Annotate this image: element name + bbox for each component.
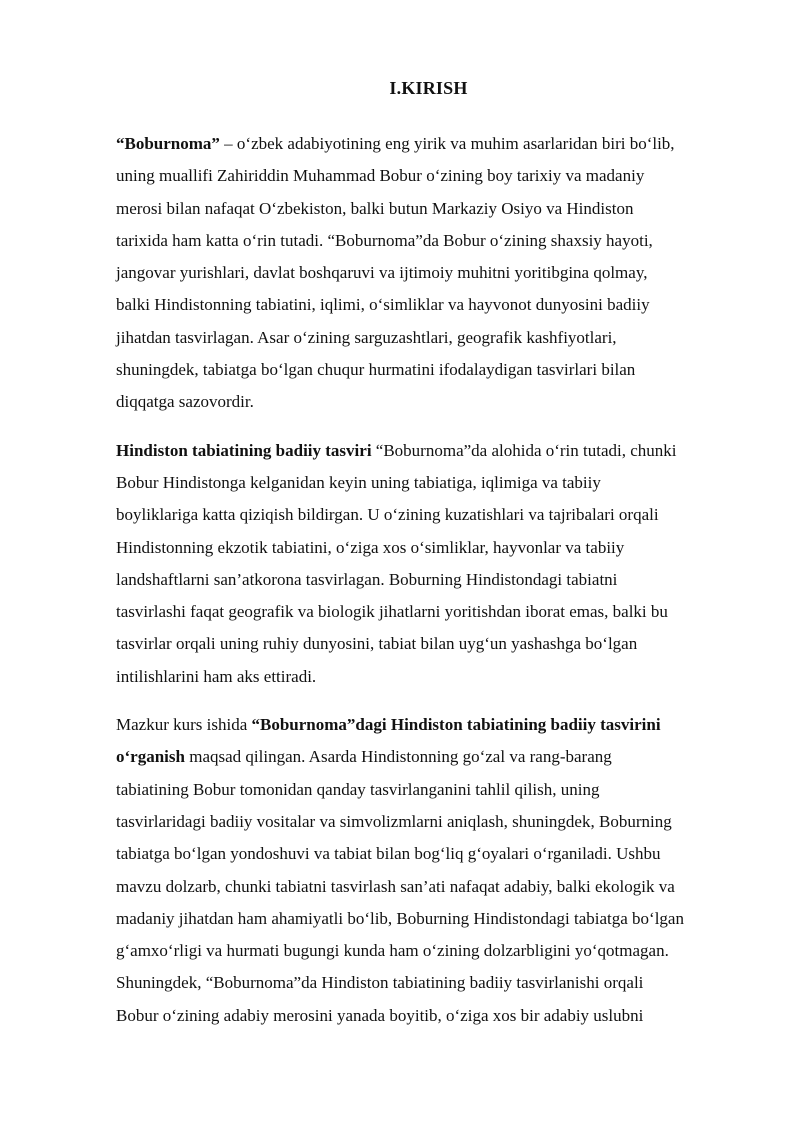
text-run: Mazkur kurs ishida [116,715,252,735]
text-run: “Boburnoma”da alohida o‘rin tutadi, chunki [371,440,677,460]
text-line [116,903,746,935]
text-line [116,871,746,903]
text-run: tasvirlar orqali uning ruhiy dunyosini, tabiat bilan uyg‘un yashashga bo‘lgan [116,634,638,654]
text-run: g‘amxo‘rligi va hurmati bugungi kunda ham o‘zining dolzarbligini yo‘qotmagan. [116,941,669,961]
text-line [116,289,746,321]
text-run: mavzu dolzarb, chunki tabiatni tasvirlash san’ati nafaqat adabiy, balki ekologik va [116,876,675,896]
text-line [116,322,746,354]
text-line [116,257,746,289]
bold-text: “Boburnoma”dagi Hindiston tabiatining badiiy tasvirini [251,715,661,735]
bold-text: Hindiston tabiatining badiiy tasviri [116,440,372,460]
text-line [116,225,746,257]
text-line [116,160,746,192]
text-run: tarixida ham katta o‘rin tutadi. “Boburnoma”da Bobur o‘zining shaxsiy hayoti, [116,230,653,250]
text-line [116,354,746,386]
text-run: tabiatining Bobur tomonidan qanday tasvirlanganini tahlil qilish, uning [116,779,600,799]
text-run: madaniy jihatdan ham ahamiyatli bo‘lib, Boburning Hindistondagi tabiatga bo‘lgan [116,908,684,928]
text-line [116,193,746,225]
text-line [116,806,746,838]
text-line [116,628,746,660]
text-run: Shuningdek, “Boburnoma”da Hindiston tabiatining badiiy tasvirlanishi orqali [116,973,644,993]
text-run: uning muallifi Zahiriddin Muhammad Bobur o‘zining boy tarixiy va madaniy [116,166,645,186]
bold-text: “Boburnoma” [116,134,220,153]
text-run: Bobur Hindistonga kelganidan keyin uning tabiatiga, iqlimiga va tabiiy [116,472,601,492]
text-line [116,596,746,628]
section-title: I.KIRISH [389,78,468,98]
paragraph [116,128,746,419]
text-line [116,499,746,531]
text-line [116,967,746,999]
bold-text: o‘rganish [116,747,185,767]
text-line [116,661,746,693]
text-run: diqqatga sazovordir. [116,392,254,412]
text-line [116,741,746,773]
text-run: shuningdek, tabiatga bo‘lgan chuqur hurmatini ifodalaydigan tasvirlari bilan [116,360,636,380]
text-line [116,935,746,967]
text-run: Bobur o‘zining adabiy merosini yanada boyitib, o‘ziga xos bir adabiy uslubni [116,1005,644,1025]
text-run: Hindistonning ekzotik tabiatini, o‘ziga xos o‘simliklar, hayvonlar va tabiiy [116,537,625,557]
text-run: balki Hindistonning tabiatini, iqlimi, o‘simliklar va hayvonot dunyosini badiiy [116,295,650,315]
document-body [116,128,746,1048]
text-run: tasvirlashi faqat geografik va biologik jihatlarni yoritishdan iborat emas, balki bu [116,602,668,622]
text-run: tabiatga bo‘lgan yondoshuvi va tabiat bilan bog‘liq g‘oyalari o‘rganiladi. Ushbu [116,844,661,864]
text-line [116,532,746,564]
text-line [116,838,746,870]
text-run: boyliklariga katta qiziqish bildirgan. U o‘zining kuzatishlari va tajribalari orqali [116,505,659,525]
text-run: jihatdan tasvirlagan. Asar o‘zining sarguzashtlari, geografik kashfiyotlari, [116,327,617,347]
text-line [116,386,746,418]
text-run: landshaftlarni san’atkorona tasvirlagan. Boburning Hindistondagi tabiatni [116,569,618,589]
text-line [116,774,746,806]
text-run: merosi bilan nafaqat O‘zbekiston, balki butun Markaziy Osiyo va Hindiston [116,198,634,218]
text-line [116,709,746,741]
text-line [116,1000,746,1032]
text-line [116,564,746,596]
text-run: – o‘zbek adabiyotining eng yirik va muhim asarlaridan biri bo‘lib, [219,134,675,153]
text-line [116,435,746,467]
paragraph [116,709,746,1032]
text-line [116,467,746,499]
text-line [116,128,746,160]
text-run: maqsad qilingan. Asarda Hindistonning go‘zal va rang-barang [184,747,612,767]
text-run: intilishlarini ham aks ettiradi. [116,666,317,686]
text-run: tasvirlaridagi badiiy vositalar va simvolizmlarni aniqlash, shuningdek, Boburning [116,811,672,831]
paragraph [116,435,746,693]
text-run: jangovar yurishlari, davlat boshqaruvi va ijtimoiy muhitni yoritibgina qolmay, [116,263,648,283]
